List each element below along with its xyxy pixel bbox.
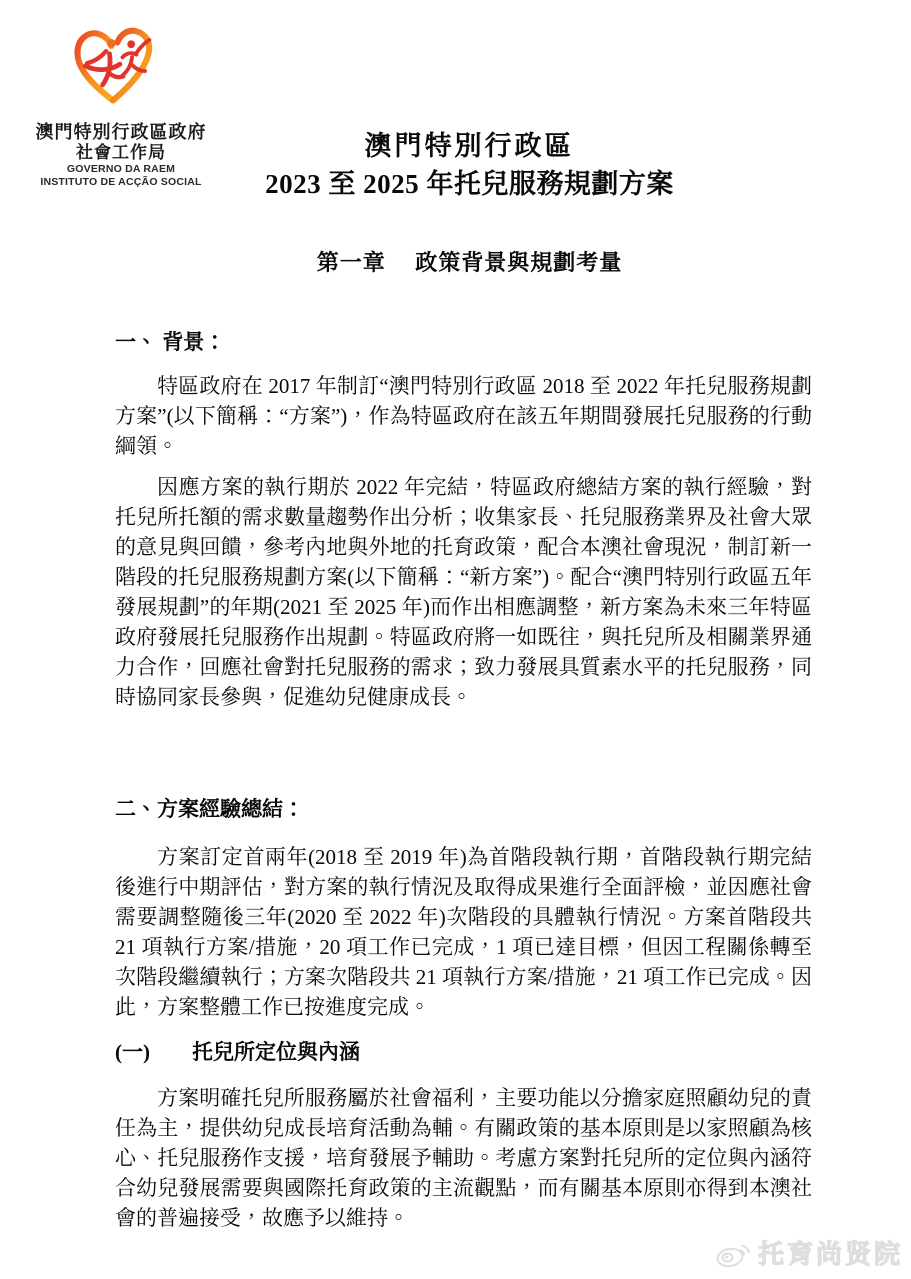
watermark: [714, 1234, 903, 1271]
weibo-icon: [714, 1237, 752, 1269]
watermark-text: 托育尚贤院: [757, 1239, 903, 1269]
logo-org-name-pt-line2: INSTITUTO DE ACÇÃO SOCIAL: [40, 175, 202, 188]
document-body: [115, 328, 812, 1233]
section-1-heading: 一、 背景：: [115, 330, 226, 354]
section-1-paragraph-2: 因應方案的執行期於 2022 年完結，特區政府總結方案的執行經驗，對托兒所托額的需求數量趨勢作出分析；收集家長、托兒服務業界及社會大眾的意見與回饋，參考內地與外地的托育政策，配合本澳社會現況，制訂新一階段的托兒服務規劃方案(以下簡稱：“新方案”)。配合“澳門特別行政區五年發展規劃”的年期(2021 至 2025 年)而作出相應調整，新方案為未來三年特區政府發展托兒服務作出規劃。特區政府將一如既往，與托兒所及相關業界通力合作，回應社會對托兒服務的需求；致力發展具質素水平的托兒服務，同時協同家長參與，促進幼兒健康成長。: [115, 475, 812, 709]
logo-org-name-pt-line1: GOVERNO DA RAEM: [66, 163, 176, 175]
section-1-paragraph-1: 特區政府在 2017 年制訂“澳門特別行政區 2018 至 2022 年托兒服務規劃方案”(以下簡稱：“方案”)，作為特區政府在該五年期間發展托兒服務的行動綱領。: [115, 374, 812, 458]
logo-org-name-cn-line2: 社會工作局: [76, 143, 166, 162]
heart-logo-icon: [68, 22, 158, 108]
figure-head-dot: [107, 39, 116, 48]
logo-org-name-cn-line1: 澳門特別行政區政府: [35, 122, 207, 142]
document-title-line1: 澳門特別行政區: [364, 131, 575, 161]
subsection-1-paragraph-1: 方案明確托兒所服務屬於社會福利，主要功能以分擔家庭照顧幼兒的責任為主，提供幼兒成長培育活動為輔。有關政策的基本原則是以家照顧為核心、托兒服務作支援，培育發展予輔助。考慮方案對托兒所的定位與內涵符合幼兒發展需要與國際托育政策的主流觀點，而有關基本原則亦得到本澳社會的普遍接受，故應予以維持。: [115, 1086, 812, 1230]
subsection-1-heading: (一) 托兒所定位與內涵: [115, 1040, 360, 1064]
section-2-paragraph-1: 方案訂定首兩年(2018 至 2019 年)為首階段執行期，首階段執行期完結後進行中期評估，對方案的執行情況及取得成果進行全面評檢，並因應社會需要調整隨後三年(2020 至 2022 年)次階段的具體執行情況。方案首階段共 21 項執行方案/措施，20 項工作已完成，1 項已達目標，但因工程關係轉至次階段繼續執行；方案次階段共 21 項執行方案/措施，21 項工作已完成。因此，方案整體工作已按進度完成。: [115, 845, 812, 1019]
document-title-line2: 2023 至 2025 年托兒服務規劃方案: [265, 169, 674, 199]
section-2-heading: 二、方案經驗總結：: [115, 797, 304, 821]
chapter-heading: 第一章 政策背景與規劃考量: [316, 250, 623, 275]
title-block: [0, 128, 911, 278]
